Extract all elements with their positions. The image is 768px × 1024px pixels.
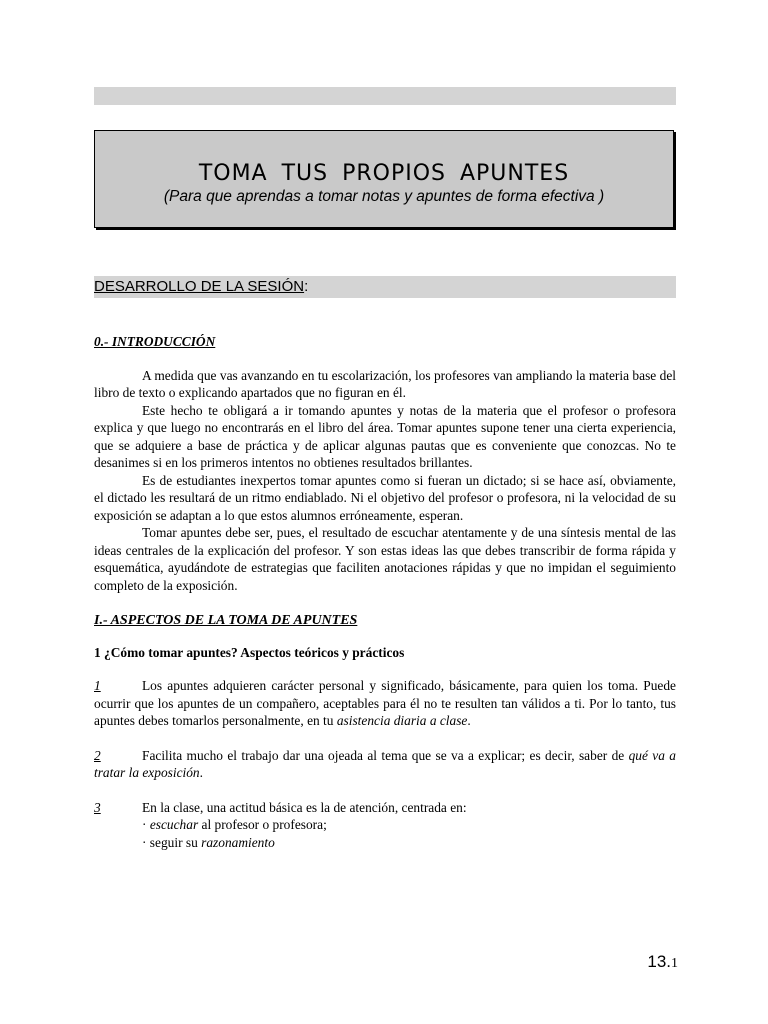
title-box — [94, 130, 674, 228]
document-body — [94, 330, 676, 868]
bullet-item — [94, 834, 676, 852]
bullet-prefix: · — [142, 817, 150, 832]
bullet-emphasis: razonamiento — [201, 834, 275, 850]
bullet-emphasis: escuchar — [149, 817, 199, 832]
document-title: TOMA TUS PROPIOS APUNTES — [198, 161, 570, 186]
header-decor-bar — [94, 87, 676, 105]
intro-paragraph: A medida que vas avanzando en tu escolarización, los profesores van ampliando la materia base del libro de texto o explicando apartados que no figuran en él. — [94, 367, 676, 400]
list-item — [94, 799, 676, 852]
list-item — [94, 677, 676, 730]
aspects-subheading: 1 ¿Cómo tomar apuntes? Aspectos teóricos y prácticos — [94, 644, 405, 660]
section-heading-suffix: : — [304, 278, 309, 295]
page-number — [647, 952, 678, 972]
item-emphasis: asistencia diaria a clase — [336, 713, 468, 728]
list-item — [94, 747, 676, 782]
aspects-heading: I.- ASPECTOS DE LA TOMA DE APUNTES — [94, 613, 358, 628]
document-subtitle: (Para que aprendas a tomar notas y apuntes de forma efectiva ) — [163, 188, 605, 205]
intro-heading: 0.- INTRODUCCIÓN — [94, 334, 216, 349]
item-text: Facilita mucho el trabajo dar una ojeada al tema que se va a explicar; es decir, saber de — [142, 747, 629, 763]
item-number: 2 — [94, 747, 101, 763]
intro-paragraph: Tomar apuntes debe ser, pues, el resultado de escuchar atentamente y de una síntesis mental de las ideas centrales de la explicación del profesor. Y son estas ideas las que debes transcribir de forma rápida y esquemática, ayudándote de estrategias que faciliten anotaciones rápidas y que no impidan el seguimiento completo de la exposición. — [94, 525, 676, 593]
section-heading — [94, 276, 676, 298]
item-number: 3 — [94, 799, 101, 815]
intro-paragraph: Es de estudiantes inexpertos tomar apuntes como si fueran un dictado; si se hace así, obviamente, el dictado les resultará de un ritmo endiablado. Ni el objetivo del profesor o profesora, ni la velocidad de su exposición se adaptan a lo que estos alumnos erróneamente, esperan. — [94, 472, 676, 523]
bullet-suffix: al profesor o profesora; — [198, 817, 327, 832]
item-end: . — [199, 765, 203, 780]
item-text: Los apuntes adquieren carácter personal y significado, básicamente, para quien los toma. Puede ocurrir que los apuntes de un compañero, aceptables para él no te resulten tan válidos a ti. Por lo tanto, tus apuntes debes tomarlos personalmente, en tu — [94, 678, 676, 728]
bullet-item — [94, 816, 676, 834]
bullet-prefix: · seguir su — [142, 834, 202, 850]
page-number-main: 13. — [647, 952, 671, 971]
item-emphasis: qué va a tratar la exposición — [94, 747, 676, 780]
intro-paragraph: Este hecho te obligará a ir tomando apuntes y notas de la materia que el profesor o profesora explica y que luego no encontrarás en el libro del área. Tomar apuntes supone tener una cierta experiencia, que se adquiere a base de práctica y de aplicar algunas pautas que es conveniente que conozcas. No te desanimes si en los primeros intentos no obtienes resultados brillantes. — [94, 402, 676, 470]
item-text: En la clase, una actitud básica es la de atención, centrada en: — [142, 799, 467, 815]
item-number: 1 — [94, 678, 101, 693]
section-heading-label: DESARROLLO DE LA SESIÓN — [94, 278, 305, 295]
item-end: . — [467, 713, 471, 728]
page-number-sub: 1 — [671, 956, 678, 971]
